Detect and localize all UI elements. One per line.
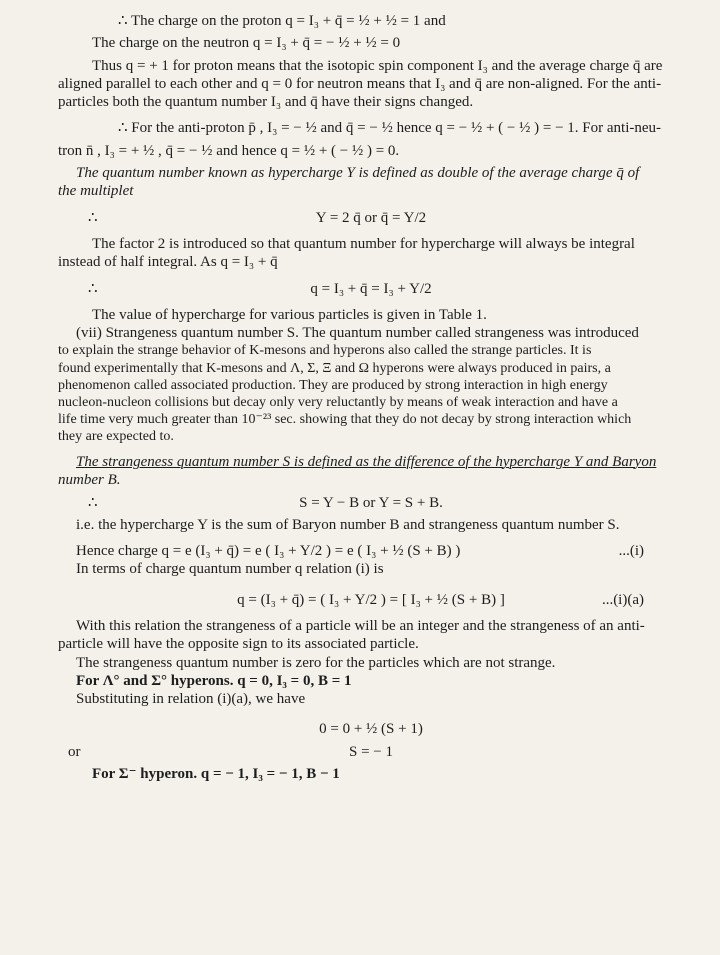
paragraph-line: The value of hypercharge for various particles is given in Table 1. <box>92 306 487 323</box>
therefore-symbol: ∴ <box>88 280 98 297</box>
hypercharge-definition-end: the multiplet <box>58 183 134 200</box>
equation-row <box>58 743 684 761</box>
paragraph-line: With this relation the strangeness of a particle will be an integer and the strangeness of an anti- <box>76 618 645 634</box>
neutron-charge-line: The charge on the neutron q = I₃ + q̄ = − ½ + ½ = 0 <box>92 35 401 52</box>
strangeness-definition: The strangeness quantum number S is defined as the difference of the hypercharge Y and Baryon <box>76 453 657 470</box>
sigma-minus-line: For Σ⁻ hyperon. q = − 1, I₃ = − 1, B − 1 <box>92 766 340 783</box>
charge-equation: q = I₃ + q̄ = I₃ + Y/2 <box>310 280 432 297</box>
paragraph-line: particle will have the opposite sign to its associated particle. <box>58 636 419 653</box>
paragraph-line: nucleon-nucleon collisions but decay only very reluctantly by means of weak interaction and have a <box>58 394 618 410</box>
paragraph-line: instead of half integral. As q = I₃ + q̄ <box>58 254 278 271</box>
equation-row <box>58 209 684 227</box>
strangeness-definition-end: number B. <box>58 472 121 489</box>
paragraph-line: The factor 2 is introduced so that quantum number for hypercharge will always be integral <box>92 235 635 252</box>
paragraph-line: The strangeness quantum number is zero for the particles which are not strange. <box>76 654 556 671</box>
antiproton-line: ∴ For the anti-proton p̄ , I₃ = − ½ and q̄ = − ½ hence q = − ½ + ( − ½ ) = − 1. For anti-neu- <box>118 120 662 137</box>
paragraph-line: Thus q = + 1 for proton means that the isotopic spin component I₃ and the average charge q̄ are <box>92 57 663 74</box>
lambda-sigma-line: For Λ° and Σ° hyperons. q = 0, I₃ = 0, B = 1 <box>76 672 352 689</box>
strangeness-heading: (vii) Strangeness quantum number S. The quantum number called strangeness was introduced <box>76 325 639 342</box>
therefore-symbol: ∴ <box>88 209 98 226</box>
strangeness-result: S = − 1 <box>348 743 393 760</box>
equation-number: ...(i) <box>618 543 644 560</box>
proton-charge-line: ∴ The charge on the proton q = I₃ + q̄ = ½ + ½ = 1 and <box>118 13 446 29</box>
paragraph-line: they are expected to. <box>58 428 174 444</box>
equation-row <box>58 542 684 560</box>
equation-number: ...(i)(a) <box>601 591 644 608</box>
paragraph-line: found experimentally that K-mesons and Λ, Σ, Ξ and Ω hyperons were always produced in pairs, a <box>58 360 611 376</box>
charge-relation-equation: Hence charge q = e (I₃ + q̄) = e ( I₃ + Y/2 ) = e ( I₃ + ½ (S + B) ) <box>76 543 461 560</box>
hypercharge-equation: Y = 2 q̄ or q̄ = Y/2 <box>315 209 427 226</box>
or-label: or <box>68 743 81 760</box>
paragraph-line: particles both the quantum number I₃ and q̄ have their signs changed. <box>58 94 474 111</box>
paragraph-line: In terms of charge quantum number q relation (i) is <box>76 561 384 578</box>
hypercharge-definition: The quantum number known as hypercharge Y is defined as double of the average charge q̄ of <box>76 165 640 182</box>
charge-quantum-equation: q = (I₃ + q̄) = ( I₃ + Y/2 ) = [ I₃ + ½ (S + B) ] <box>237 591 505 608</box>
strangeness-equation: S = Y − B or Y = S + B. <box>299 494 443 511</box>
paragraph-line: life time very much greater than 10⁻²³ sec. showing that they do not decay by strong interaction which <box>58 411 632 427</box>
equation-row <box>58 280 684 298</box>
paragraph-line: Substituting in relation (i)(a), we have <box>76 691 306 708</box>
therefore-symbol: ∴ <box>88 494 98 511</box>
equation-row <box>58 494 684 512</box>
substitution-equation: 0 = 0 + ½ (S + 1) <box>319 721 423 738</box>
paragraph-line: aligned parallel to each other and q = 0 for neutron means that I₃ and q̄ are non-aligned. For the anti- <box>58 75 662 92</box>
paragraph-line: phenomenon called associated production. They are produced by strong interaction in high energy <box>58 377 608 393</box>
equation-row <box>58 591 684 609</box>
paragraph-line: to explain the strange behavior of K-mesons and hyperons also called the strange particles. It is <box>58 343 592 359</box>
antineutron-line: tron n̄ , I₃ = + ½ , q̄ = − ½ and hence q = ½ + ( − ½ ) = 0. <box>58 142 400 159</box>
paragraph-line: i.e. the hypercharge Y is the sum of Baryon number B and strangeness quantum number S. <box>76 516 620 533</box>
